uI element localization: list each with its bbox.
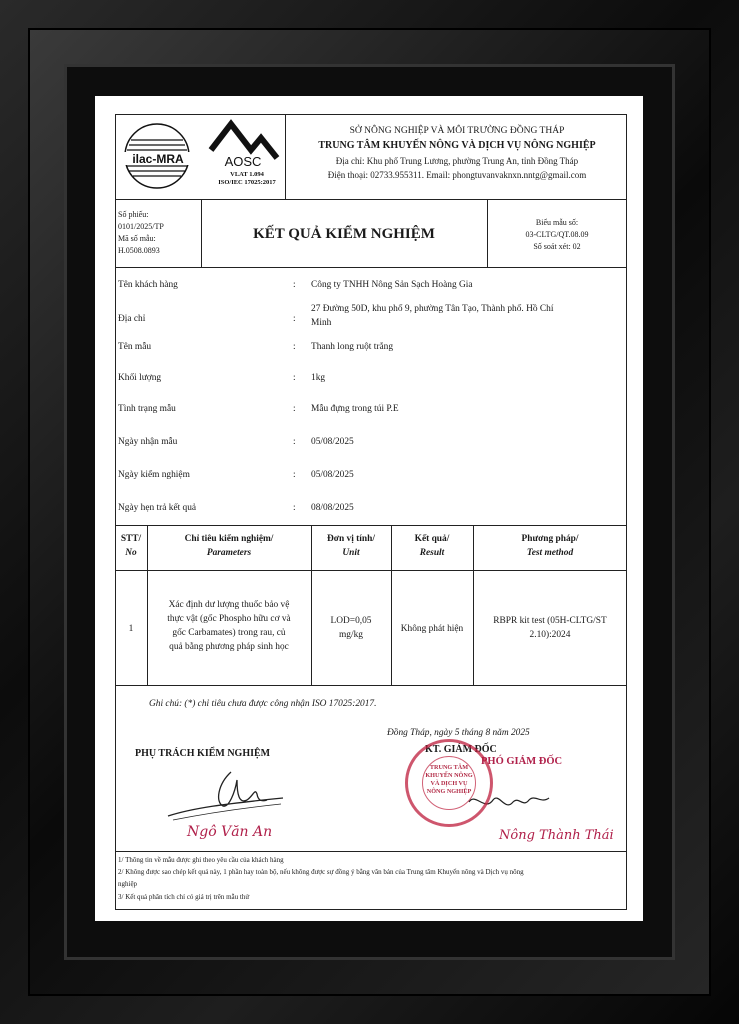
cell-param-1: Xác định dư lượng thuốc bảo vệ	[168, 600, 290, 610]
right-sign-kt: KT. GIÁM ĐỐC	[425, 744, 497, 755]
cell-stt: 1	[128, 624, 134, 634]
bieu-mau-value: 03-CLTG/QT.08.09	[525, 230, 589, 239]
bieu-mau-label: Biểu mẫu số:	[535, 218, 579, 227]
cell-method-1: RBPR kit test (05H-CLTG/ST	[493, 616, 607, 626]
ma-so-mau-label: Mã số mẫu:	[118, 234, 156, 243]
ilac-text: ilac-MRA	[132, 152, 184, 166]
center-name: TRUNG TÂM KHUYẾN NÔNG VÀ DỊCH VỤ NÔNG NGHIỆP	[318, 140, 596, 151]
left-sign-name: Ngô Văn An	[187, 824, 273, 840]
left-sign-title: PHỤ TRÁCH KIỂM NGHIỆM	[135, 748, 271, 759]
so-phieu-label: Số phiếu:	[118, 210, 149, 219]
aosc-text: AOSC	[224, 154, 262, 169]
info-label-condition: Tình trạng mẫu	[118, 404, 176, 414]
iso-text: ISO/IEC 17025:2017	[218, 179, 276, 186]
info-label-weight: Khối lượng	[118, 373, 162, 383]
th-parameters: Chỉ tiêu kiểm nghiệm/	[184, 534, 274, 544]
th-stt: STT/	[120, 534, 142, 544]
info-value-condition: Mẫu đựng trong túi P.E	[311, 404, 399, 414]
cell-param-3: gốc Carbamates) trong rau, củ	[172, 628, 286, 638]
cell-unit-2: mg/kg	[339, 630, 363, 640]
info-value-sample: Thanh long ruột trắng	[311, 342, 394, 352]
info-value-tested: 05/08/2025	[311, 470, 354, 480]
footnote-2-cont: nghiệp	[118, 880, 138, 888]
th-unit: Đơn vị tính/	[327, 534, 375, 544]
info-label-return: Ngày hẹn trả kết quả	[118, 503, 197, 513]
info-value-address: 27 Đường 50D, khu phố 9, phường Tân Tạo, Thành phố. Hồ Chí	[311, 304, 554, 314]
th-method: Phương pháp/	[521, 534, 579, 544]
info-label-customer: Tên khách hàng	[118, 280, 178, 290]
date-place: Đồng Tháp, ngày 5 tháng 8 năm 2025	[387, 728, 530, 738]
certificate-document: ilac-MRA AOSC VLAT 1.094 ISO/IEC 17025:2017 SỞ NÔNG NGHIỆP VÀ MÔI TRƯỜNG ĐỒNG THÁP TRUNG TÂM KHUYẾN NÔNG VÀ DỊCH VỤ NÔNG NGHIỆP Địa chỉ: Khu phố Trung Lương, phường Trung An, tỉnh Đồng Tháp Điện thoại: 02733.955311. Email: phongtuvanvaknxn.nntg@gmail.com Số phiếu: 0101/2025/TP Mã số mẫu: H.0508.0893 KẾT QUẢ KIỂM NGHIỆM Biểu mẫu số: 03-CLTG/QT.08.09 Số soát xét: 02 Tên khách hàng : Công ty TNHH Nông Sản Sạch Hoàng Gia Địa chỉ : 27 Đường 50D, khu phố 9, phường Tân Tạo, Thành phố. Hồ Chí Minh Tên mẫu : Thanh long ruột trắng Khối lượng : 1kg Tình trạng mẫu : Mẫu đựng trong túi P.E Ngày nhận mẫu : 05/08/2025 Ngày kiểm nghiệm : 05/08/2025 Ngày hẹn trả kết quả : 08/08/2025 STT/ No Chỉ tiêu kiểm nghiệm/ Parameters Đơn vị tính/ Unit Kết quả/ Result Phương pháp/ Test method 1 Xác định dư lượng thuốc bảo vệ thực vật (gốc Phospho hữu cơ và gốc Carbamates) trong rau, củ quả bằng phương pháp sinh học LOD=0,05 mg/kg Không phát hiện RBPR kit test (05H-CLTG/ST 2.10):2024 Ghi chú: (*) chỉ tiêu chưa được công nhận ISO 17025:2017. Đồng Tháp, ngày 5 tháng 8 năm 2025 PHỤ TRÁCH KIỂM NGHIỆM Ngô Văn An KT. GIÁM ĐỐC PHÓ GIÁM ĐỐC Nông Thành Thái TRUNG TÂM KHUYẾN NÔNG VÀ DỊCH VỤ NÔNG NGHIỆP 1/ Thông tin về mẫu được ghi theo yêu cầu của khách hàng 2/ Không được sao chép kết quả này, 1 phần hay toàn bộ, nếu không được sự đồng ý bằng văn bản của Trung tâm Khuyến nông và Dịch vụ nông nghiệp 3/ Kết quả phân tích chỉ có giá trị trên mẫu thử	[115, 114, 627, 914]
cell-method-2: 2.10):2024	[529, 630, 571, 640]
cell-param-4: quả bằng phương pháp sinh học	[169, 642, 289, 652]
cell-unit-1: LOD=0,05	[330, 616, 372, 626]
info-label-received: Ngày nhận mẫu	[118, 437, 178, 447]
right-sign-name: Nông Thành Thái	[499, 828, 614, 843]
right-sign-title: PHÓ GIÁM ĐỐC	[481, 756, 563, 767]
info-value-weight: 1kg	[311, 373, 326, 383]
center-address: Địa chỉ: Khu phố Trung Lương, phường Trung An, tỉnh Đồng Tháp	[335, 156, 579, 166]
dept-name: SỞ NÔNG NGHIỆP VÀ MÔI TRƯỜNG ĐỒNG THÁP	[349, 126, 565, 136]
info-value-customer: Công ty TNHH Nông Sản Sạch Hoàng Gia	[311, 280, 473, 290]
aosc-logo	[203, 118, 283, 188]
so-soat-xet: Số soát xét: 02	[533, 242, 581, 251]
ma-so-mau-value: H.0508.0893	[118, 246, 160, 255]
th-result: Kết quả/	[414, 534, 450, 544]
info-value-received: 05/08/2025	[311, 437, 354, 447]
cell-result: Không phát hiện	[400, 624, 464, 634]
left-signature	[163, 764, 293, 824]
so-phieu-value: 0101/2025/TP	[118, 222, 164, 231]
center-contact: Điện thoại: 02733.955311. Email: phongtuvanvaknxn.nntg@gmail.com	[327, 170, 587, 180]
official-stamp: TRUNG TÂM KHUYẾN NÔNG VÀ DỊCH VỤ NÔNG NGHIỆP	[405, 739, 493, 827]
info-value-return: 08/08/2025	[311, 503, 354, 513]
document-title: KẾT QUẢ KIỂM NGHIỆM	[253, 226, 435, 242]
info-value-address-2: Minh	[311, 318, 332, 328]
note: Ghi chú: (*) chỉ tiêu chưa được công nhận ISO 17025:2017.	[149, 699, 377, 709]
info-label-tested: Ngày kiểm nghiệm	[118, 470, 190, 480]
info-label-sample: Tên mẫu	[118, 342, 152, 352]
footnote-1: 1/ Thông tin về mẫu được ghi theo yêu cầu của khách hàng	[118, 856, 284, 864]
footnote-3: 3/ Kết quả phân tích chỉ có giá trị trên mẫu thử	[118, 893, 250, 901]
vlat-text: VLAT 1.094	[230, 171, 264, 178]
cell-param-2: thực vật (gốc Phospho hữu cơ và	[167, 614, 291, 624]
info-label-address: Địa chỉ	[118, 314, 146, 324]
footnote-2: 2/ Không được sao chép kết quả này, 1 phần hay toàn bộ, nếu không được sự đồng ý bằng văn bản của Trung tâm Khuyến nông và Dịch vụ nông	[118, 868, 524, 876]
ilac-mra-logo	[119, 120, 197, 192]
